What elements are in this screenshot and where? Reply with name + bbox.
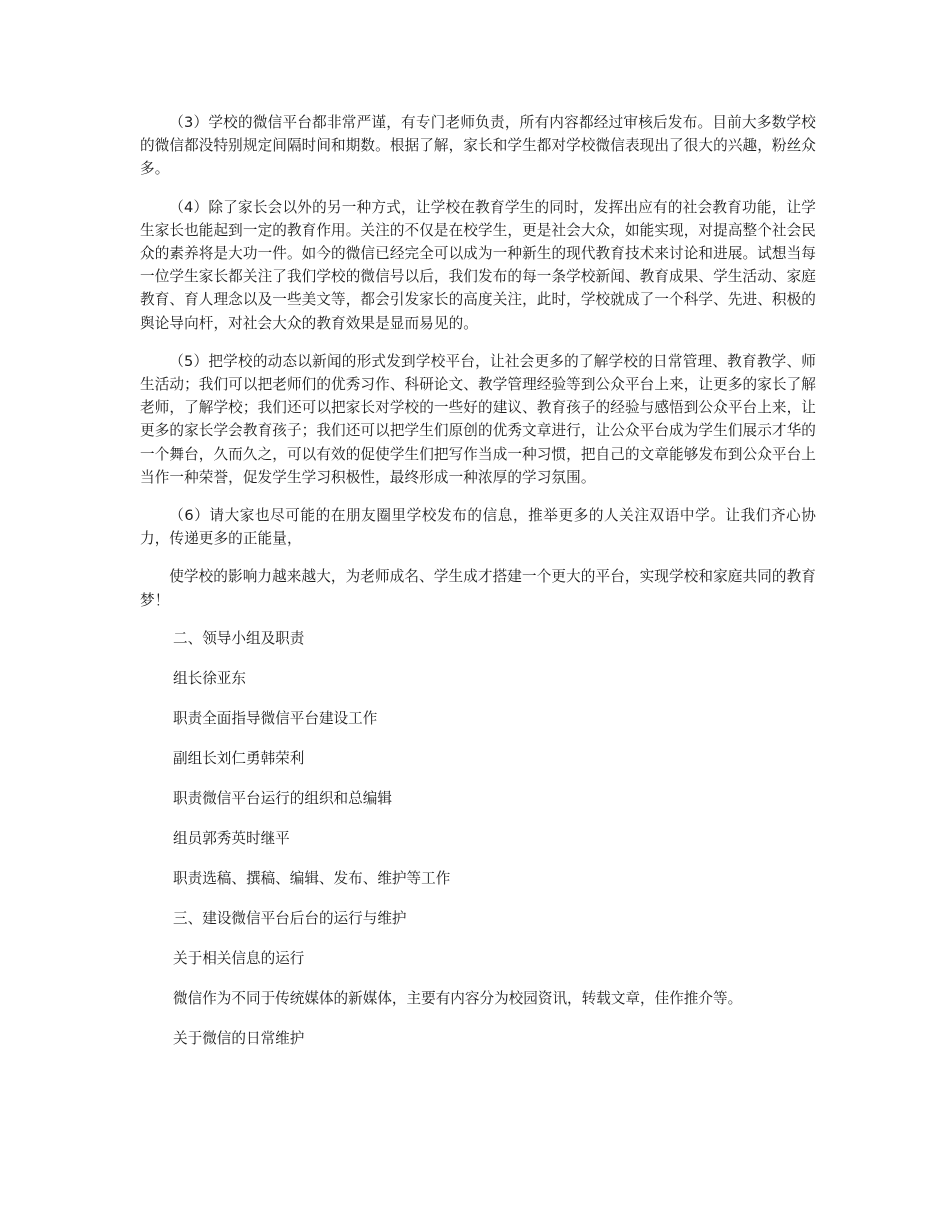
line-daily-maintenance: 关于微信的日常维护 (173, 1029, 305, 1047)
paragraph-3: （3）学校的微信平台都非常严谨，有专门老师负责，所有内容都经过审核后发布。目前大多数学校的微信都没特别规定间隔时间和期数。根据了解，家长和学生都对学校微信表现出了很大的兴趣，粉丝众多。 (140, 114, 816, 178)
line-team-leader: 组长徐亚东 (173, 669, 246, 687)
line-content-types: 微信作为不同于传统媒体的新媒体，主要有内容分为校园资讯，转载文章，佳作推介等。 (173, 989, 743, 1007)
paragraph-4: （4）除了家长会以外的另一种方式，让学校在教育学生的同时，发挥出应有的社会教育功能，让学生家长也能起到一定的教育作用。关注的不仅是在校学生，更是社会大众，如能实现，对提高整个社会民众的素养将是大功一件。如今的微信已经完全可以成为一种新生的现代教育技术来讨论和进展。试想当每一位学生家长都关注了我们学校的微信号以后，我们发布的每一条学校新闻、教育成果、学生活动、家庭教育、育人理念以及一些美文等，都会引发家长的高度关注，此时，学校就成了一个科学、先进、积极的舆论导向杆，对社会大众的教育效果是显而易见的。 (140, 198, 816, 332)
line-leader-duty: 职责全面指导微信平台建设工作 (173, 709, 378, 727)
line-members: 组员郭秀英时继平 (173, 829, 290, 847)
section-heading-operation: 三、建设微信平台后台的运行与维护 (173, 909, 407, 927)
line-deputy-leaders: 副组长刘仁勇韩荣利 (173, 749, 305, 767)
line-deputy-duty: 职责微信平台运行的组织和总编辑 (173, 789, 392, 807)
section-heading-leadership: 二、领导小组及职责 (173, 629, 305, 647)
paragraph-5: （5）把学校的动态以新闻的形式发到学校平台，让社会更多的了解学校的日常管理、教育教学、师生活动；我们可以把老师们的优秀习作、科研论文、教学管理经验等到公众平台上来，让更多的家长了解老师，了解学校；我们还可以把家长对学校的一些好的建议、教育孩子的经验与感悟到公众平台上来，让更多的家长学会教育孩子；我们还可以把学生们原创的优秀文章进行，让公众平台成为学生们展示才华的一个舞台，久而久之，可以有效的促使学生们把写作当成一种习惯，把自己的文章能够发布到公众平台上当作一种荣誉，促发学生学习积极性，最终形成一种浓厚的学习氛围。 (140, 352, 816, 486)
paragraph-6: （6）请大家也尽可能的在朋友圈里学校发布的信息，推举更多的人关注双语中学。让我们齐心协力，传递更多的正能量， (140, 507, 816, 548)
line-member-duty: 职责选稿、撰稿、编辑、发布、维护等工作 (173, 869, 451, 887)
document-body (140, 111, 816, 1067)
paragraph-closing: 使学校的影响力越来越大，为老师成名、学生成才搭建一个更大的平台，实现学校和家庭共同的教育梦！ (140, 568, 816, 609)
line-info-operation: 关于相关信息的运行 (173, 949, 305, 967)
